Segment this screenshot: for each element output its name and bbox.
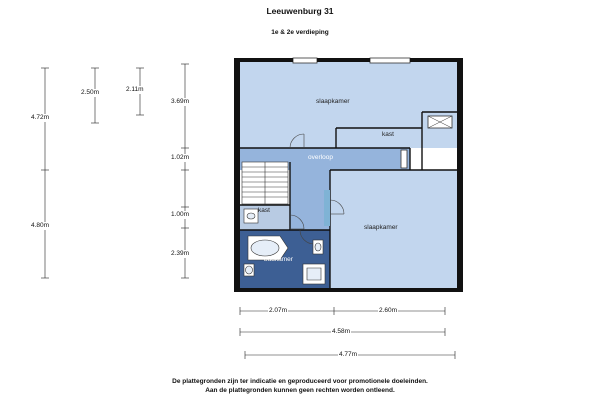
dimension-label-4-58: 4.58m (332, 328, 351, 335)
room-label-overloop: overloop (308, 154, 333, 161)
disclaimer-line-1: De plattegronden zijn ter indicatie en geproduceerd voor promotionele doeleinden. (172, 378, 428, 385)
dimension-label-2-07: 2.07m (269, 307, 288, 314)
door-accent (324, 190, 330, 226)
dimension-label-4-80: 4.80m (31, 222, 50, 229)
page-title: Leeuwenburg 31 (266, 6, 334, 16)
room-label-slaapkamer-top: slaapkamer (316, 98, 350, 105)
staircase (242, 162, 288, 204)
dimension-label-1-02: 1.02m (171, 154, 190, 161)
room-label-badkamer: badkamer (264, 256, 293, 263)
dimension-label-4-77: 4.77m (339, 351, 358, 358)
room-label-kast-small: kast (258, 207, 270, 214)
disclaimer-line-2: Aan de plattegronden kunnen geen rechten worden ontleend. (205, 387, 395, 394)
kast-top-area (336, 128, 422, 148)
dimension-label-4-72: 4.72m (31, 114, 50, 121)
floor-subtitle: 1e & 2e verdieping (271, 29, 329, 36)
room-label-kast-top: kast (382, 131, 394, 138)
dimension-label-2-11: 2.11m (126, 86, 144, 93)
dimension-label-2-60: 2.60m (379, 307, 398, 314)
vertical-dimensions (41, 64, 189, 278)
dimension-label-2-50: 2.50m (81, 89, 100, 96)
dimension-label-3-69: 3.69m (171, 98, 190, 105)
room-label-slaapkamer-bottom: slaapkamer (364, 224, 398, 231)
dimension-label-1-00: 1.00m (171, 211, 190, 218)
dimension-label-2-39: 2.39m (171, 250, 190, 257)
